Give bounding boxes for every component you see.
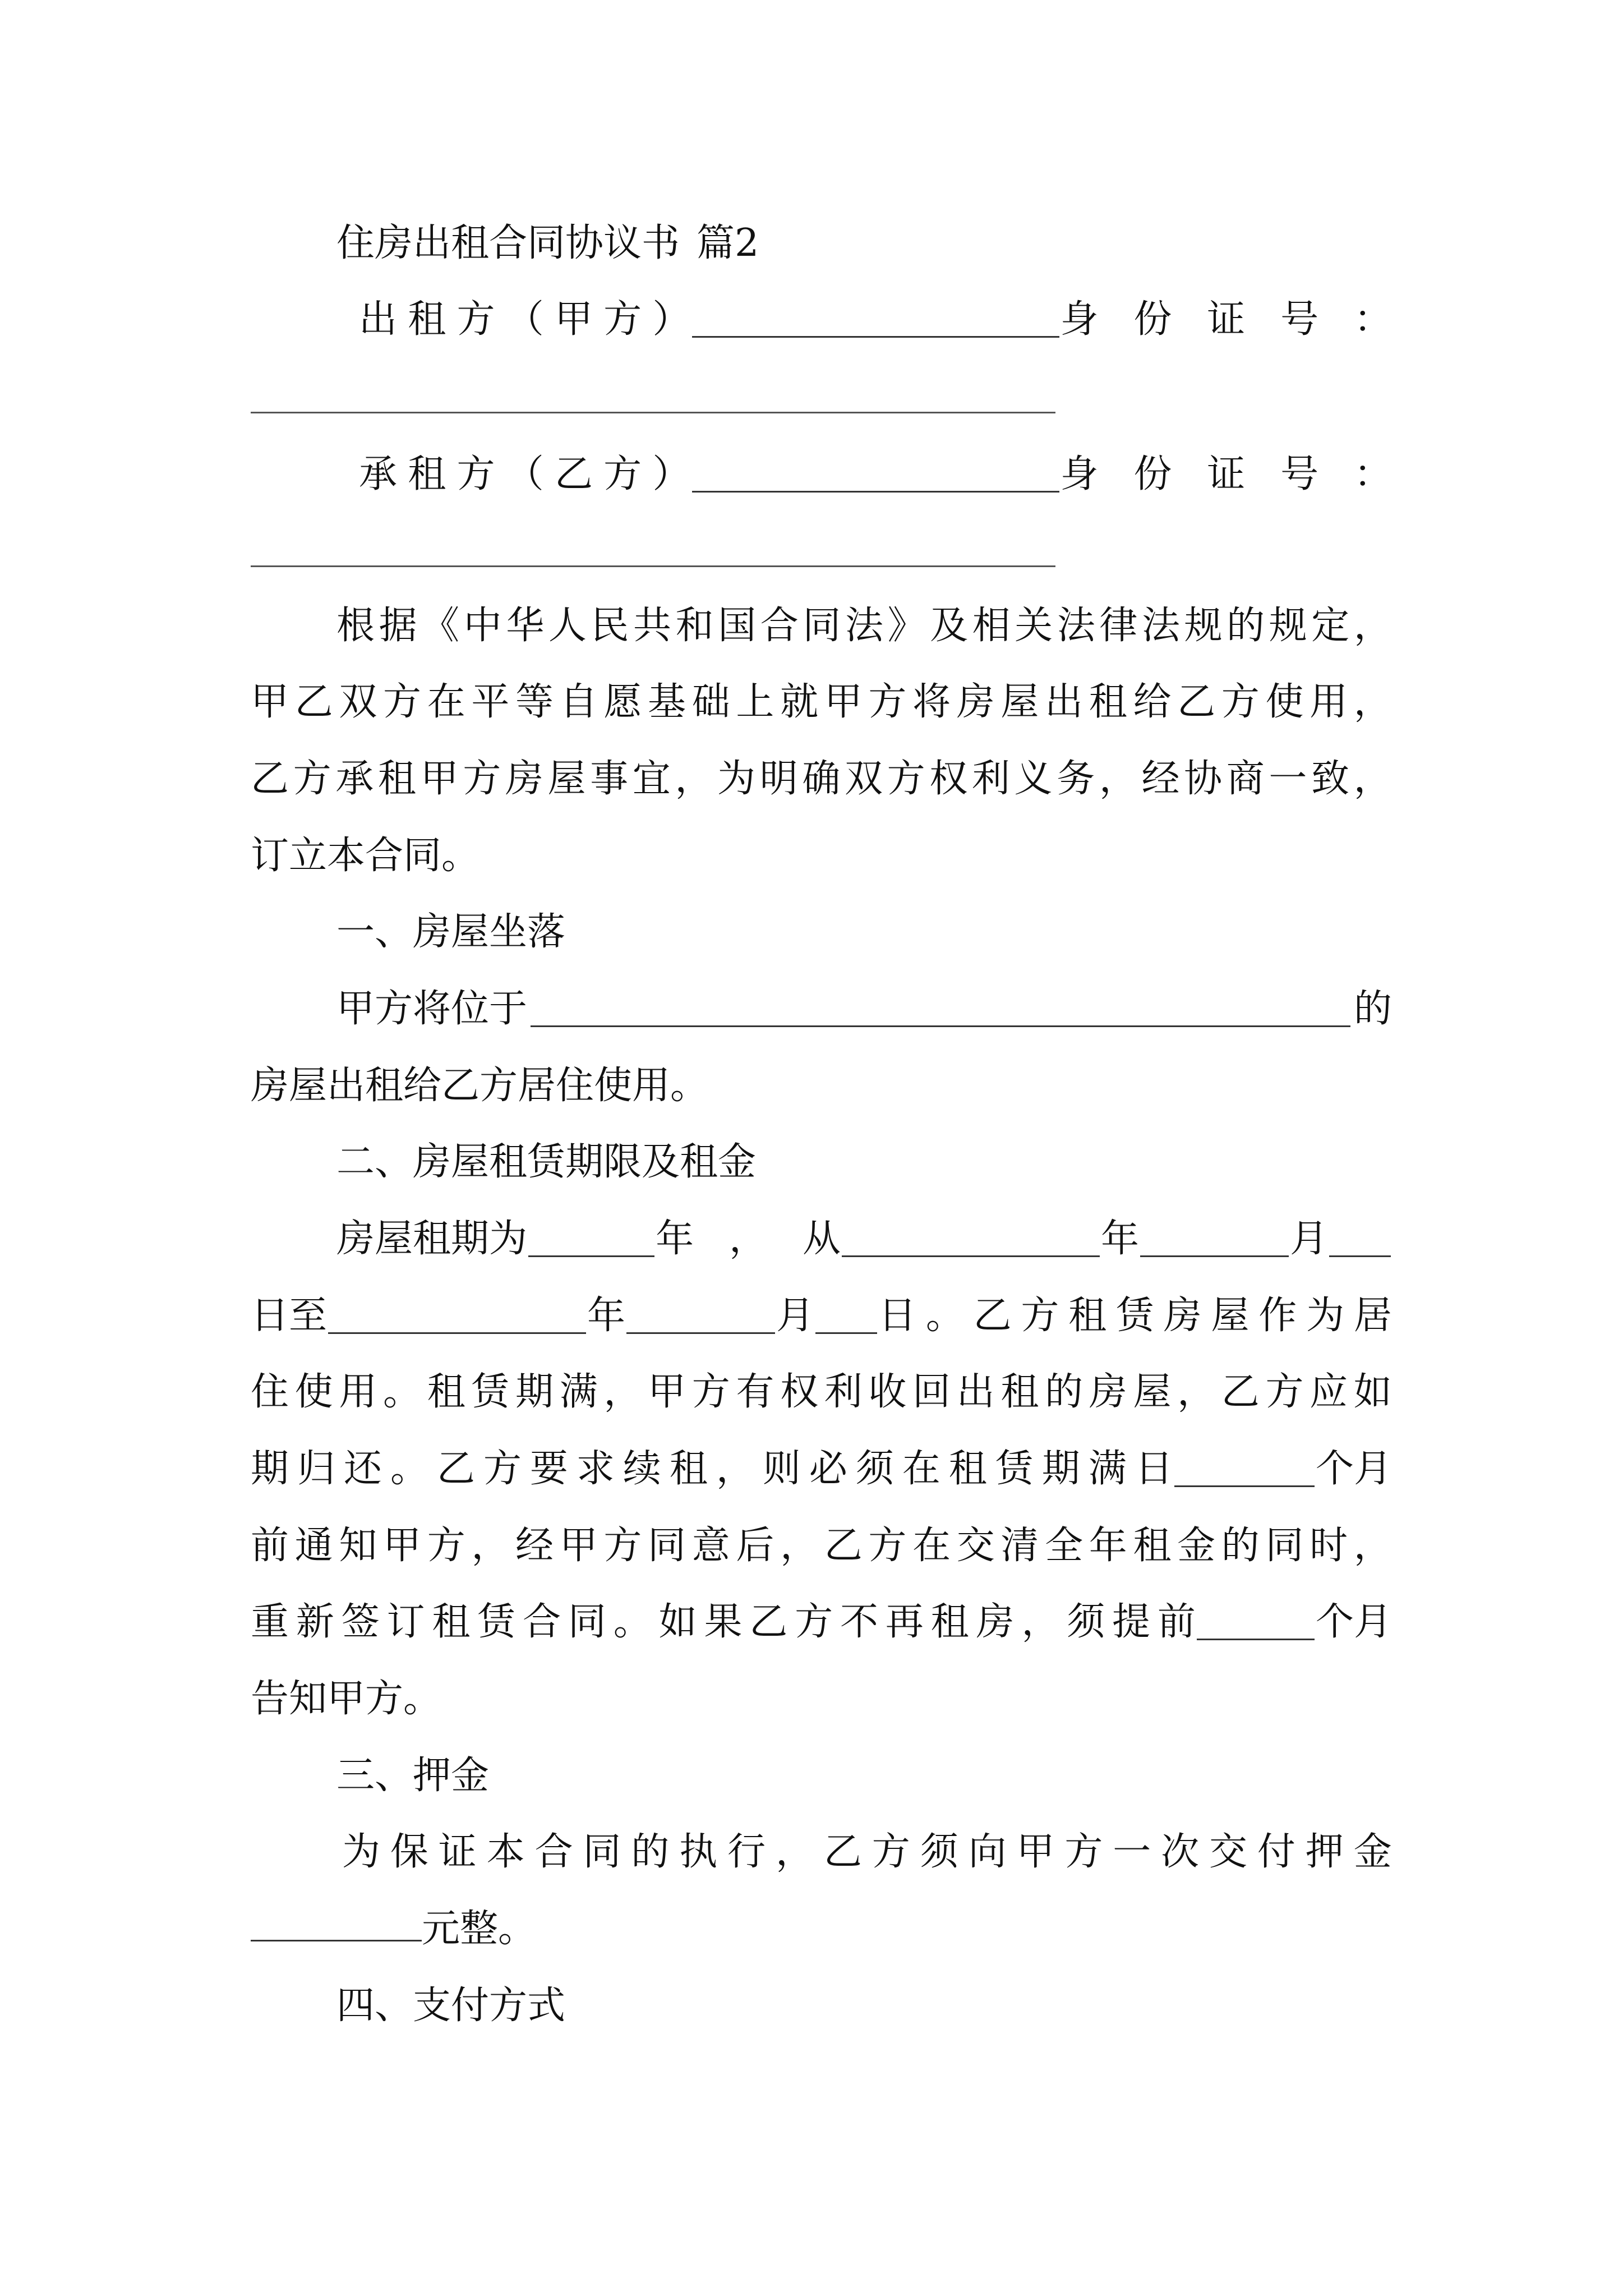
renewal-notice-months-blank[interactable] (1174, 1452, 1315, 1487)
party-a-name-blank[interactable] (692, 302, 1059, 338)
section-3-line-1: 为 保 证 本 合 同 的 执 行 ， 乙 方 须 向 甲 方 一 次 交 付 押 金 (342, 1830, 1392, 1874)
end-month-blank[interactable] (626, 1299, 775, 1334)
section-2-line-5: 前 通 知 甲 方 ， 经 甲 方 同 意 后 ， 乙 方 在 交 清 全 年 租 金 的 同 时 ， (251, 1524, 1392, 1568)
section-2-line-3: 住 使 用 。 租 赁 期 满 ， 甲 方 有 权 利 收 回 出 租 的 房 屋 ， 乙 方 应 如 (251, 1370, 1392, 1414)
party-a-label: 出 租 方 （ 甲 方 ） (359, 297, 691, 342)
start-day-blank[interactable] (1329, 1222, 1391, 1257)
section-2-heading: 二、房屋租赁期限及租金 (336, 1140, 757, 1184)
preamble-line-3: 乙 方 承 租 甲 方 房 屋 事 宜 ， 为 明 确 双 方 权 利 义 务 ， 经 协 商 一 致 ， (251, 757, 1392, 801)
party-b-name-blank[interactable] (692, 457, 1059, 493)
section-3-heading: 三、押金 (336, 1754, 490, 1798)
party-b-id-blank[interactable] (251, 565, 1055, 567)
section-1-line-2: 房屋出租给乙方居住使用。 (251, 1064, 709, 1108)
party-b-label: 承 租 方 （ 乙 方 ） (359, 452, 691, 496)
preamble-line-4: 订立本合同。 (251, 834, 480, 878)
party-b-line (359, 443, 1392, 506)
party-a-line (359, 288, 1392, 351)
preamble-line-2: 甲 乙 双 方 在 平 等 自 愿 基 础 上 就 甲 方 将 房 屋 出 租 给 乙 方 使 用 ， (251, 680, 1392, 724)
party-a-id-label: 身 份 证 号 ： (1060, 297, 1392, 342)
section-4-heading: 四、支付方式 (336, 1984, 566, 2028)
section-2-line-7: 告知甲方。 (251, 1677, 442, 1721)
section-2-line-6: 重 新 签 订 租 赁 合 同 。 如 果 乙 方 不 再 租 房 ， 须 提 前 个月 (251, 1600, 1392, 1644)
end-day-blank[interactable] (815, 1299, 877, 1334)
house-location-blank[interactable] (531, 992, 1350, 1027)
start-month-blank[interactable] (1140, 1222, 1289, 1257)
section-1-heading: 一、房屋坐落 (336, 910, 566, 954)
party-b-id-label: 身 份 证 号 ： (1060, 452, 1392, 496)
section-2-line-2: 日至 年 月 日 。 乙 方 租 赁 房 屋 作 为 居 (251, 1294, 1392, 1338)
document-title (336, 212, 1478, 275)
section-2-line-1: 房 屋 租 期 为 年 ， 从 年 月 (336, 1208, 1392, 1271)
deposit-amount-blank[interactable] (251, 1906, 422, 1941)
start-year-blank[interactable] (842, 1222, 1100, 1257)
section-2-line-4: 期 归 还 。 乙 方 要 求 续 租 ， 则 必 须 在 租 赁 期 满 日 个月 (251, 1447, 1392, 1491)
preamble-line-1: 根 据 《 中 华 人 民 共 和 国 合 同 法 》 及 相 关 法 律 法 规 的 规 定 ， (336, 604, 1392, 648)
section-1-line-1: 甲方将位于 的 (336, 987, 1392, 1031)
lease-years-blank[interactable] (528, 1222, 654, 1257)
title-suffix: 篇2 (697, 221, 759, 265)
title-text: 住房出租合同协议书 (336, 221, 680, 265)
section-3-line-2: 元整。 (251, 1898, 1392, 1961)
party-a-id-blank[interactable] (251, 412, 1055, 413)
termination-notice-months-blank[interactable] (1197, 1605, 1315, 1640)
end-year-blank[interactable] (328, 1299, 586, 1334)
